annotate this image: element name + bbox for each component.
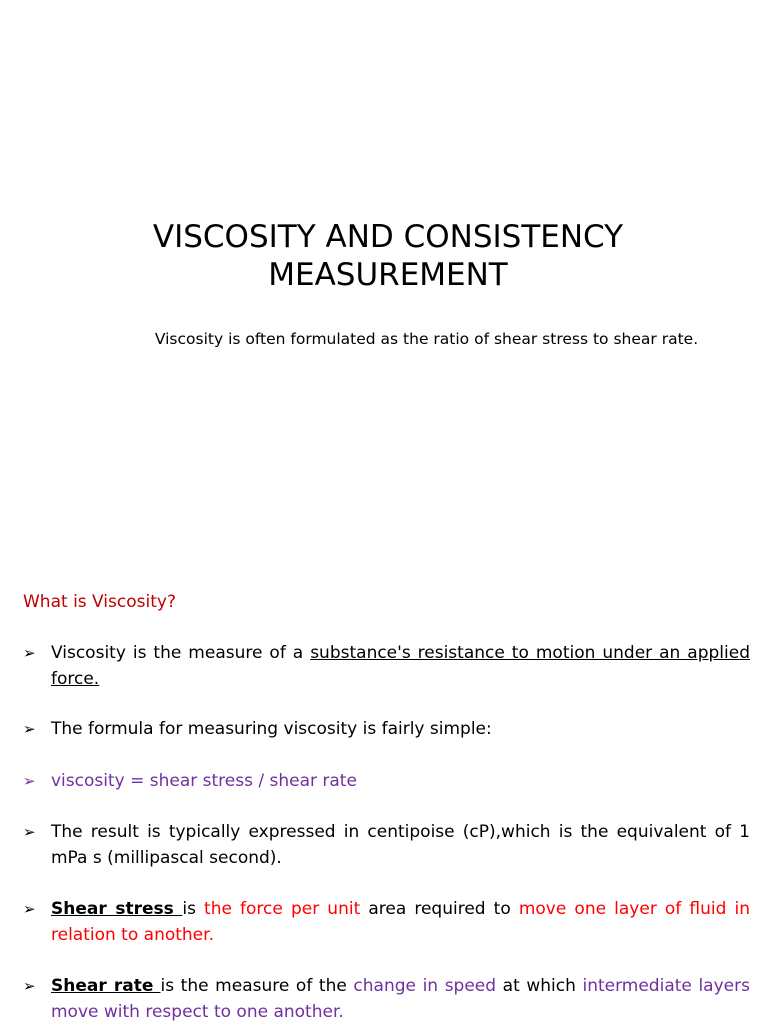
bullet-item	[23, 896, 750, 948]
section-heading: What is Viscosity?	[23, 592, 176, 612]
slide-title	[0, 218, 768, 294]
bullet-text	[51, 896, 750, 948]
bullet-text	[51, 973, 750, 1025]
bullet-text-plain: is the measure of the	[160, 976, 354, 996]
arrow-bullet-icon: ➢	[23, 977, 36, 995]
bullet-text	[51, 640, 750, 692]
arrow-bullet-icon: ➢	[23, 644, 36, 662]
highlight-purple-text: intermediate layers move with respect to one another.	[51, 976, 750, 1022]
bullet-item	[23, 716, 750, 742]
slide-subtitle: Viscosity is often formulated as the ratio of shear stress to shear rate.	[154, 330, 699, 348]
bullet-text-plain: at which	[496, 976, 583, 996]
highlight-red-text: the force per unit	[204, 899, 361, 919]
title-line-1: VISCOSITY AND CONSISTENCY	[152, 219, 624, 255]
bullet-text-plain: The result is typically expressed in centipoise (cP),which is the equivalent of 1 mPa s (millipascal second).	[51, 822, 750, 868]
arrow-bullet-icon: ➢	[23, 772, 36, 790]
term-shear-stress: Shear stress	[51, 899, 183, 919]
bullet-item	[23, 768, 750, 794]
arrow-bullet-icon: ➢	[23, 720, 36, 738]
highlight-red-text: move one layer of fluid in relation to another.	[51, 899, 750, 945]
bullet-text-underlined: substance's resistance to motion under an applied force.	[51, 643, 750, 689]
arrow-bullet-icon: ➢	[23, 900, 36, 918]
bullet-text-plain: area required to	[360, 899, 519, 919]
arrow-bullet-icon: ➢	[23, 823, 36, 841]
highlight-purple-text: change in speed	[353, 976, 497, 996]
formula-text: viscosity = shear stress / shear rate	[51, 771, 357, 791]
bullet-item	[23, 973, 750, 1025]
bullet-text	[51, 819, 750, 871]
bullet-item	[23, 640, 750, 692]
title-line-2: MEASUREMENT	[268, 257, 508, 293]
bullet-text-plain: The formula for measuring viscosity is fairly simple:	[51, 719, 492, 739]
bullet-text	[51, 716, 750, 742]
bullet-item	[23, 819, 750, 871]
bullet-text	[51, 768, 750, 794]
term-shear-rate: Shear rate	[51, 976, 161, 996]
bullet-text-plain: Viscosity is the measure of a	[51, 643, 311, 663]
bullet-text-plain: is	[182, 899, 205, 919]
